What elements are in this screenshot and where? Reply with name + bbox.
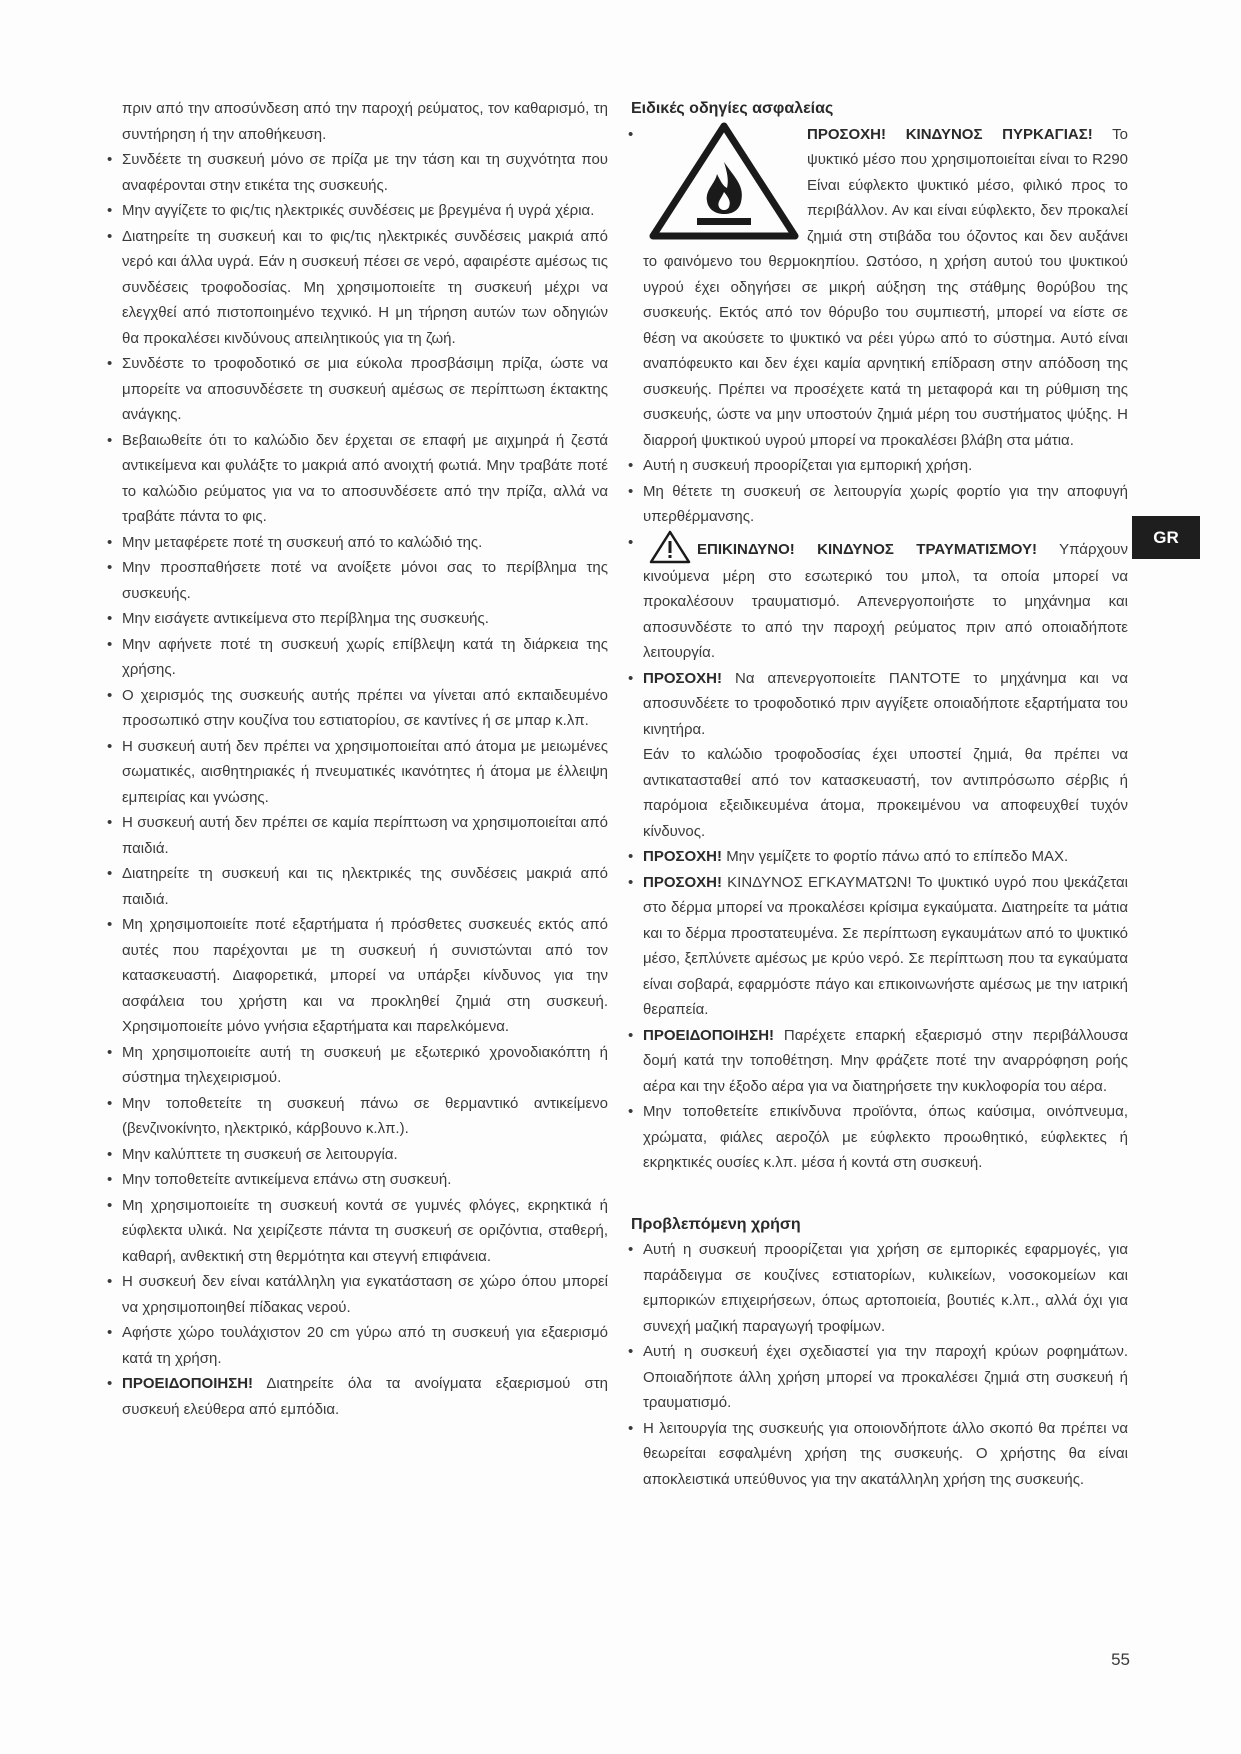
fire-warning-item	[631, 122, 1128, 454]
danger-item	[631, 530, 1128, 666]
warning-text: Διατηρείτε όλα τα ανοίγματα εξαερισμού στη συσκευή ελεύθερα από εμπόδια.	[122, 1375, 609, 1418]
list-item: • Μην εισάγετε αντικείμενα στο περίβλημα της συσκευής.	[110, 606, 608, 632]
list-item-warning	[110, 1371, 608, 1422]
fire-warning-label: ΠΡΟΣΟΧΗ! ΚΙΝΔΥΝΟΣ ΠΥΡΚΑΓΙΑΣ!	[807, 125, 1093, 143]
list-item: • Μη χρησιμοποιείτε ποτέ εξαρτήματα ή πρόσθετες συσκευές εκτός από αυτές που παρέχονται με τη συσκευή ή συνιστώνται από τον κατασκευαστή. Διαφορετικά, μπορεί να υπάρξει κίνδυνος για την ασφάλεια του χρήστη και να προκληθεί ζημιά στη συσκευή. Χρησιμοποιείτε μόνο γνήσια εξαρτήματα και παρελκόμενα.	[110, 912, 608, 1040]
warning-label: ΠΡΟΕΙΔΟΠΟΙΗΣΗ!	[122, 1375, 254, 1392]
list-item: • Η συσκευή αυτή δεν πρέπει να χρησιμοποιείται από άτομα με μειωμένες σωματικές, αισθητηριακές ή πνευματικές ικανότητες ή άτομα με έλλειψη εμπειρίας και γνώσης.	[110, 734, 608, 811]
list-item: • Μην τοποθετείτε αντικείμενα επάνω στη συσκευή.	[110, 1167, 608, 1193]
list-item: • Μην αγγίζετε το φις/τις ηλεκτρικές συνδέσεις με βρεγμένα ή υγρά χέρια.	[110, 198, 608, 224]
list-item: • Διατηρείτε τη συσκευή και το φις/τις ηλεκτρικές συνδέσεις μακριά από νερό και άλλα υγρά. Εάν η συσκευή πέσει σε νερό, αφαιρέστε αμέσως τις συνδέσεις τροφοδοσίας. Μη χρησιμοποιείτε τη συσκευή μέχρι να ελεγχθεί από πιστοποιημένο τεχνικό. Η μη τήρηση αυτών των οδηγιών θα προκαλέσει κινδύνους απειλητικούς για τη ζωή.	[110, 224, 608, 352]
caution-text: ΚΙΝΔΥΝΟΣ ΕΓΚΑΥΜΑΤΩΝ! Το ψυκτικό υγρό που ψεκάζεται στο δέρμα μπορεί να προκαλέσει κρίσιμα εγκαύματα. Διατηρείτε τα μάτια και το δέρμα προστατευμένα. Σε περίπτωση εγκαυμάτων από το ψυκτικό μέσο, ξεπλύνετε αμέσως με κρύο νερό. Σε περίπτωση που τα εγκαύματα είναι σοβαρά, εφαρμόστε πάγο και επικοινωνήστε αμέσως με την ιατρική θεραπεία.	[643, 873, 1128, 1018]
caution-item	[631, 666, 1128, 743]
page-number: 55	[1111, 1650, 1130, 1669]
language-tab: GR	[1132, 516, 1200, 559]
caution-text: Μην γεμίζετε το φορτίο πάνω από το επίπεδο MAX.	[726, 848, 1069, 865]
list-item: • Μη χρησιμοποιείτε τη συσκευή κοντά σε γυμνές φλόγες, εκρηκτικά ή εύφλεκτα υλικά. Να χειρίζεστε πάντα τη συσκευή σε οριζόντια, σταθερή, καθαρή, ανθεκτική στη θερμότητα και στεγνή επιφάνεια.	[110, 1193, 608, 1270]
list-item: • Αφήστε χώρο τουλάχιστον 20 cm γύρω από τη συσκευή για εξαερισμό κατά τη χρήση.	[110, 1320, 608, 1371]
list-item: • Μην προσπαθήσετε ποτέ να ανοίξετε μόνοι σας το περίβλημα της συσκευής.	[110, 555, 608, 606]
list-item: • Συνδέετε τη συσκευή μόνο σε πρίζα με την τάση και τη συχνότητα που αναφέρονται στην ετικέτα της συσκευής.	[110, 147, 608, 198]
list-item: • Βεβαιωθείτε ότι το καλώδιο δεν έρχεται σε επαφή με αιχμηρά ή ζεστά αντικείμενα και φυλάξτε το μακριά από ανοιχτή φωτιά. Μην τραβάτε ποτέ το καλώδιο ρεύματος για να το αποσυνδέσετε από την πρίζα, αλλά να τραβάτε πάντα το φις.	[110, 428, 608, 530]
danger-text: Υπάρχουν κινούμενα μέρη στο εσωτερικό του μπολ, τα οποία μπορεί να προκαλέσουν τραυματισμό. Απενεργοποιήστε το μηχάνημα και αποσυνδέστε το από την παροχή ρεύματος πριν από οποιαδήποτε λειτουργία.	[643, 540, 1128, 661]
list-item: • Μη θέτετε τη συσκευή σε λειτουργία χωρίς φορτίο για την αποφυγή υπερθέρμανσης.	[631, 479, 1128, 530]
caution-item	[631, 870, 1128, 1023]
intro-text: πριν από την αποσύνδεση από την παροχή ρεύματος, τον καθαρισμό, τη συντήρηση ή την αποθήκευση.	[122, 100, 608, 143]
flammable-warning-icon	[649, 122, 799, 240]
caution-label: ΠΡΟΣΟΧΗ!	[643, 669, 723, 687]
list-item: • Ο χειρισμός της συσκευής αυτής πρέπει να γίνεται από εκπαιδευμένο προσωπικό στην κουζίνα του εστιατορίου, σε καντίνες ή σε μπαρ κ.λπ.	[110, 683, 608, 734]
list-item: • Συνδέστε το τροφοδοτικό σε μια εύκολα προσβάσιμη πρίζα, ώστε να μπορείτε να αποσυνδέσετε τη συσκευή αμέσως σε περίπτωση έκτακτης ανάγκης.	[110, 351, 608, 428]
list-item: • Η συσκευή δεν είναι κατάλληλη για εγκατάσταση σε χώρο όπου μπορεί να χρησιμοποιηθεί πίδακας νερού.	[110, 1269, 608, 1320]
list-item: • Μην μεταφέρετε ποτέ τη συσκευή από το καλώδιό της.	[110, 530, 608, 556]
left-column	[110, 96, 608, 1422]
list-item: • Μην τοποθετείτε τη συσκευή πάνω σε θερμαντικό αντικείμενο (βενζινοκίνητο, ηλεκτρικό, κάρβουνο κ.λπ.).	[110, 1091, 608, 1142]
list-item: • Αυτή η συσκευή προορίζεται για χρήση σε εμπορικές εφαρμογές, για παράδειγμα σε κουζίνες εστιατορίων, κυλικείων, νοσοκομείων και εμπορικών επιχειρήσεων, όπως αρτοποιεία, βουτιές κ.λπ., αλλά όχι για συνεχή μαζική παραγωγή τροφίμων.	[631, 1237, 1128, 1339]
list-item: • Αυτή η συσκευή έχει σχεδιαστεί για την παροχή κρύων ροφημάτων. Οποιαδήποτε άλλη χρήση μπορεί να προκαλέσει ζημιά στη συσκευή ή τραυματισμό.	[631, 1339, 1128, 1416]
warning-item	[631, 1023, 1128, 1100]
danger-label: ΕΠΙΚΙΝΔΥΝΟ! ΚΙΝΔΥΝΟΣ ΤΡΑΥΜΑΤΙΣΜΟΥ!	[697, 540, 1037, 558]
warning-label: ΠΡΟΕΙΔΟΠΟΙΗΣΗ!	[643, 1026, 775, 1044]
list-item: • Μην αφήνετε ποτέ τη συσκευή χωρίς επίβλεψη κατά τη διάρκεια της χρήσης.	[110, 632, 608, 683]
cable-damage-text: Εάν το καλώδιο τροφοδοσίας έχει υποστεί ζημιά, θα πρέπει να αντικατασταθεί από τον κατασκευαστή, τον αντιπρόσωπο σέρβις ή παρόμοια εξειδικευμένα άτομα, προκειμένου να αποφευχθεί τυχόν κίνδυνος.	[643, 746, 1128, 840]
list-item: • Αυτή η συσκευή προορίζεται για εμπορική χρήση.	[631, 453, 1128, 479]
right-column	[631, 96, 1128, 1492]
section-spacer	[631, 1176, 1128, 1212]
list-item: • Μη χρησιμοποιείτε αυτή τη συσκευή με εξωτερικό χρονοδιακόπτη ή σύστημα τηλεχειρισμού.	[110, 1040, 608, 1091]
safety-heading: Ειδικές οδηγίες ασφαλείας	[631, 100, 834, 117]
danger-triangle-icon	[649, 530, 691, 564]
fire-warning-text: Το ψυκτικό μέσο που χρησιμοποιείται είναι το R290 Είναι εύφλεκτο ψυκτικό μέσο, φιλικό προς το περιβάλλον. Αν και είναι εύφλεκτο, δεν προκαλεί ζημιά στη στιβάδα του όζοντος και δεν αυξάνει το φαινόμενο του θερμοκηπίου. Ωστόσο, η χρήση αυτού του ψυκτικού υγρού έχει οδηγήσει σε μικρή αύξηση της στάθμης θορύβου της συσκευής. Εκτός από τον θόρυβο του συμπιεστή, μπορεί να είστε σε θέση να ακούσετε το ψυκτικό να ρέει γύρω από το σύστημα. Αυτό είναι αναπόφευκτο και δεν έχει καμία αρνητική επίδραση στην απόδοση της συσκευής. Πρέπει να προσέχετε κατά τη μεταφορά και τη ρύθμιση της συσκευής, ώστε να μην υποστούν ζημιά μέρη του συστήματος ψύξης. Η διαρροή ψυκτικού υγρού μπορεί να προκαλέσει βλάβη στα μάτια.	[643, 125, 1128, 449]
list-item: • Η συσκευή αυτή δεν πρέπει σε καμία περίπτωση να χρησιμοποιείται από παιδιά.	[110, 810, 608, 861]
caution-label: ΠΡΟΣΟΧΗ!	[643, 873, 723, 891]
list-item: • Μην τοποθετείτε επικίνδυνα προϊόντα, όπως καύσιμα, οινόπνευμα, χρώματα, φιάλες αεροζόλ με εύφλεκτο προωθητικό, εύφλεκτες ή εκρηκτικές ουσίες κ.λπ. μέσα ή κοντά στη συσκευή.	[631, 1099, 1128, 1176]
list-item: • Μην καλύπτετε τη συσκευή σε λειτουργία.	[110, 1142, 608, 1168]
warning-text: Παρέχετε επαρκή εξαερισμό στην περιβάλλουσα δομή κατά την τοποθέτηση. Μην φράζετε ποτέ την αναρρόφηση ροής αέρα και την έξοδο αέρα για να διατηρήσετε την κυκλοφορία του αέρα.	[643, 1026, 1128, 1095]
intended-use-heading: Προβλεπόμενη χρήση	[631, 1215, 801, 1233]
list-item: • Διατηρείτε τη συσκευή και τις ηλεκτρικές της συνδέσεις μακριά από παιδιά.	[110, 861, 608, 912]
caution-label: ΠΡΟΣΟΧΗ!	[643, 848, 723, 865]
caution-item	[631, 844, 1128, 870]
caution-text: Να απενεργοποιείτε ΠΑΝΤΟΤΕ το μηχάνημα και να αποσυνδέετε το τροφοδοτικό πριν αγγίξετε οποιαδήποτε εξαρτήματα του κινητήρα.	[643, 669, 1128, 738]
list-item: • Η λειτουργία της συσκευής για οποιονδήποτε άλλο σκοπό θα πρέπει να θεωρείται εσφαλμένη χρήση της συσκευής. Ο χρήστης θα είναι αποκλειστικά υπεύθυνος για την ακατάλληλη χρήση της συσκευής.	[631, 1416, 1128, 1493]
